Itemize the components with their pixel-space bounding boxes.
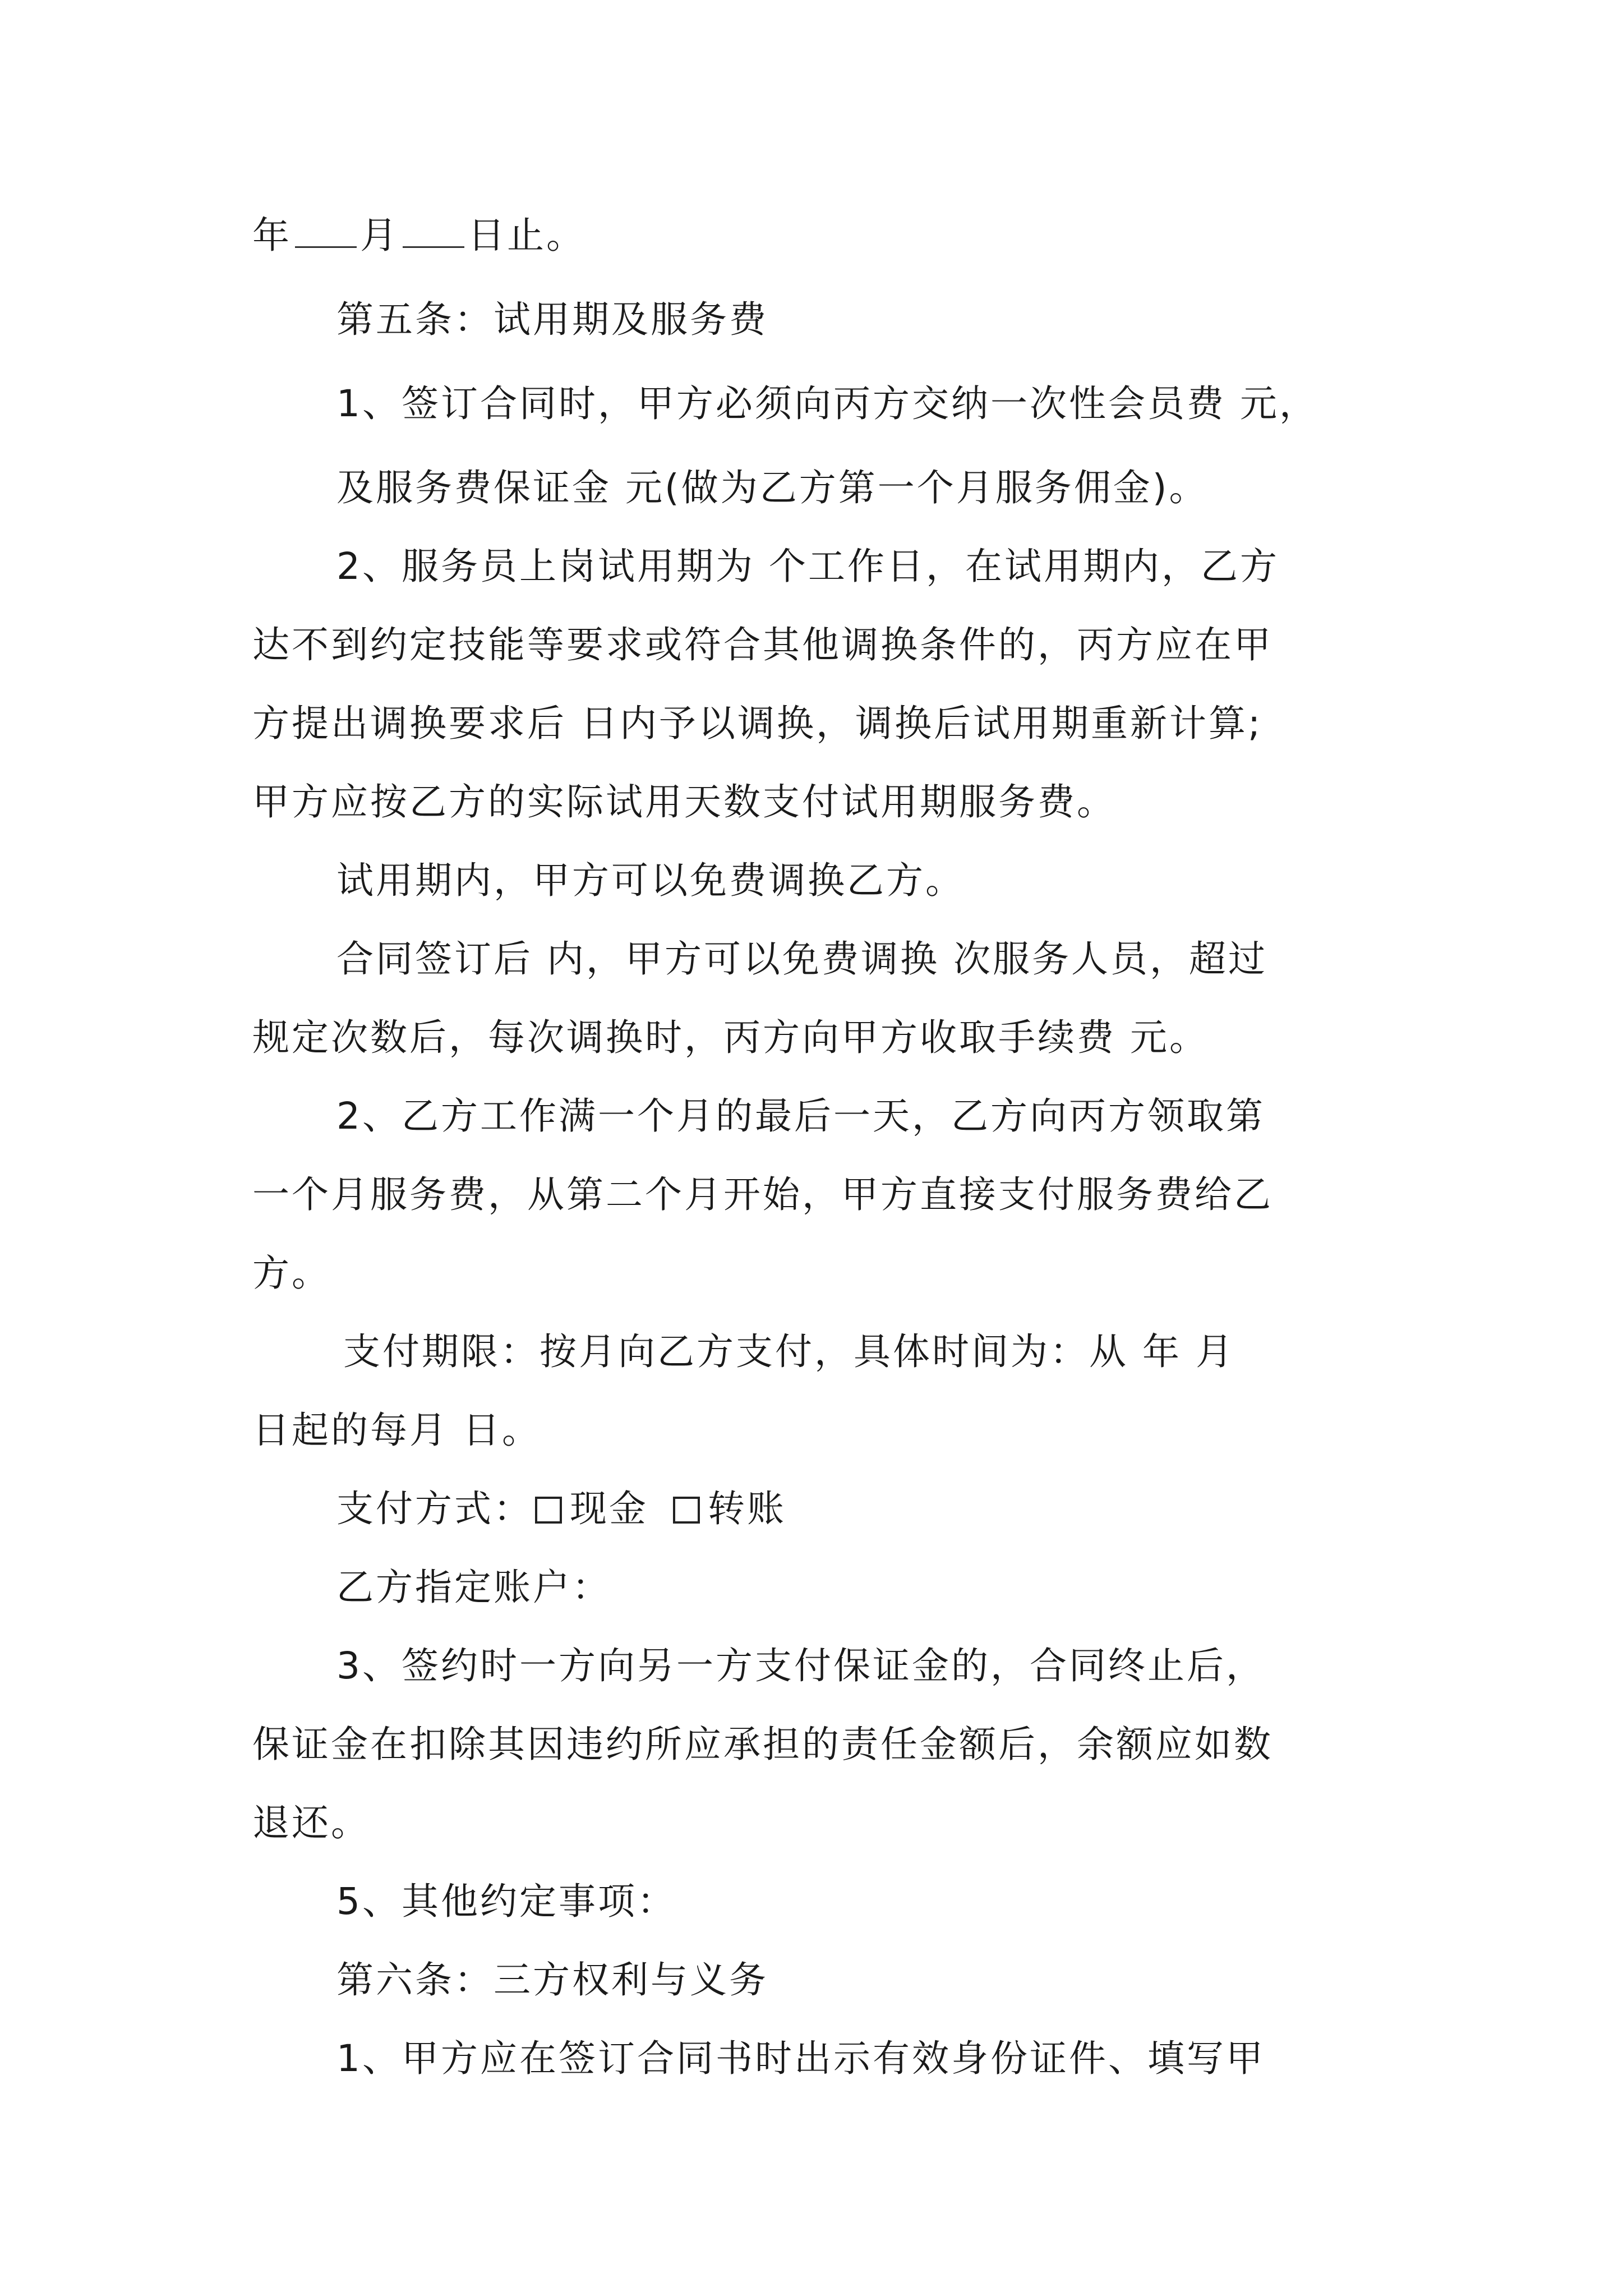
paragraph-line: 支付期限：按月向乙方支付，具体时间为：从 年 月	[343, 1330, 1235, 1373]
paragraph-line: 5、其他约定事项：	[336, 1880, 676, 1923]
paragraph-line: 退还。	[252, 1801, 370, 1844]
option-transfer-label: 转账	[708, 1487, 786, 1530]
checkbox-transfer[interactable]	[673, 1497, 700, 1524]
section-heading: 第五条：试用期及服务费	[336, 298, 768, 341]
payment-method-label: 支付方式：	[336, 1487, 533, 1530]
blank-underline	[403, 215, 464, 248]
paragraph-line: 1、签订合同时，甲方必须向丙方交纳一次性会员费 元，	[336, 382, 1318, 425]
paragraph-line: 甲方应按乙方的实际试用天数支付试用期服务费。	[252, 780, 1116, 823]
paragraph-line: 2、服务员上岗试用期为 个工作日，在试用期内，乙方	[336, 545, 1279, 588]
paragraph-line: 规定次数后，每次调换时，丙方向甲方收取手续费 元。	[252, 1016, 1209, 1059]
paragraph-line: 1、甲方应在签订合同书时出示有效身份证件、填写甲	[336, 2037, 1265, 2080]
paragraph-line: 方。	[252, 1251, 331, 1295]
paragraph-line: 达不到约定技能等要求或符合其他调换条件的，丙方应在甲	[252, 623, 1273, 666]
paragraph-line: 合同签订后 内，甲方可以免费调换 次服务人员，超过	[336, 937, 1267, 981]
payment-method-line	[336, 1484, 786, 1534]
paragraph-line: 一个月服务费，从第二个月开始，甲方直接支付服务费给乙	[252, 1173, 1273, 1216]
paragraph-line: 日起的每月 日。	[252, 1409, 541, 1452]
text-fragment: 日止。	[468, 214, 585, 257]
blank-underline	[295, 215, 357, 248]
option-cash-label: 现金	[570, 1487, 648, 1530]
paragraph-line: 及服务费保证金 元(做为乙方第一个月服务佣金)。	[336, 466, 1209, 509]
section-heading: 第六条：三方权利与义务	[336, 1958, 768, 2001]
text-fragment: 月	[360, 214, 399, 257]
paragraph-line: 保证金在扣除其因违约所应承担的责任金额后，余额应如数	[252, 1723, 1273, 1766]
paragraph-line: 试用期内，甲方可以免费调换乙方。	[336, 859, 965, 902]
text-line	[252, 210, 585, 261]
paragraph-line: 方提出调换要求后 日内予以调换，调换后试用期重新计算;	[252, 702, 1263, 745]
checkbox-cash[interactable]	[535, 1497, 562, 1524]
paragraph-line: 乙方指定账户：	[336, 1566, 611, 1609]
paragraph-line: 2、乙方工作满一个月的最后一天，乙方向丙方领取第	[336, 1094, 1265, 1138]
text-fragment: 年	[252, 214, 292, 257]
paragraph-line: 3、签约时一方向另一方支付保证金的，合同终止后，	[336, 1644, 1265, 1687]
